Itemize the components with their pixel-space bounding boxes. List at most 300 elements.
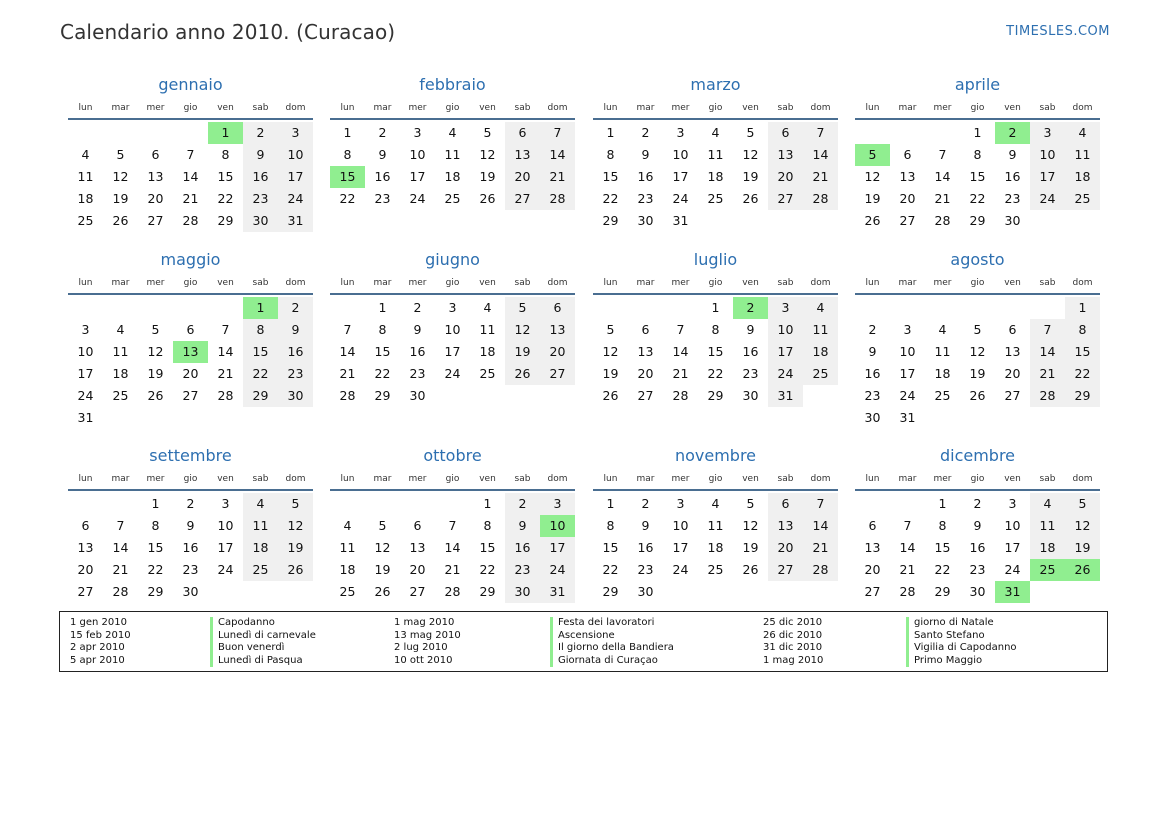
day-cell[interactable]: 2 [973, 496, 982, 511]
day-cell[interactable]: 9 [641, 518, 650, 533]
day-cell[interactable]: 9 [278, 319, 313, 341]
day-cell[interactable]: 7 [903, 518, 912, 533]
day-cell[interactable]: 19 [374, 562, 391, 577]
day-cell[interactable]: 21 [803, 537, 838, 559]
day-cell[interactable]: 13 [147, 169, 164, 184]
day-cell[interactable]: 24 [1004, 562, 1021, 577]
day-cell[interactable]: 24 [278, 188, 313, 210]
day-cell[interactable]: 17 [899, 366, 916, 381]
day-cell[interactable]: 3 [1008, 496, 1017, 511]
day-cell[interactable]: 16 [278, 341, 313, 363]
day-cell[interactable]: 16 [1004, 169, 1021, 184]
day-cell[interactable]: 4 [483, 300, 492, 315]
day-cell[interactable]: 13 [768, 144, 803, 166]
day-cell[interactable]: 14 [899, 540, 916, 555]
day-cell[interactable]: 30 [637, 213, 654, 228]
day-cell[interactable]: 26 [479, 191, 496, 206]
day-cell[interactable]: 14 [444, 540, 461, 555]
day-cell[interactable]: 29 [479, 584, 496, 599]
day-cell[interactable]: 18 [243, 537, 278, 559]
day-cell[interactable]: 19 [602, 366, 619, 381]
day-cell[interactable]: 4 [938, 322, 947, 337]
day-cell[interactable]: 5 [151, 322, 160, 337]
day-cell[interactable]: 19 [1065, 537, 1100, 559]
day-cell[interactable]: 10 [1030, 144, 1065, 166]
day-cell[interactable]: 2 [278, 297, 313, 319]
day-cell[interactable]: 3 [278, 122, 313, 144]
day-cell[interactable]: 26 [147, 388, 164, 403]
day-cell[interactable]: 17 [1030, 166, 1065, 188]
day-cell[interactable]: 13 [409, 540, 426, 555]
day-cell[interactable]: 24 [899, 388, 916, 403]
day-cell[interactable]: 29 [243, 385, 278, 407]
day-cell[interactable]: 30 [409, 388, 426, 403]
day-cell[interactable]: 2 [378, 125, 387, 140]
day-cell[interactable]: 5 [746, 125, 755, 140]
day-cell[interactable]: 3 [413, 125, 422, 140]
day-cell[interactable]: 5 [116, 147, 125, 162]
day-cell[interactable]: 23 [1004, 191, 1021, 206]
day-cell[interactable]: 24 [768, 363, 803, 385]
day-cell[interactable]: 12 [505, 319, 540, 341]
day-cell[interactable]: 17 [217, 540, 234, 555]
day-cell[interactable]: 5 [606, 322, 615, 337]
day-cell[interactable]: 16 [637, 540, 654, 555]
day-cell[interactable]: 1 [711, 300, 720, 315]
day-cell[interactable]: 26 [969, 388, 986, 403]
day-cell[interactable]: 29 [374, 388, 391, 403]
day-cell[interactable]: 29 [217, 213, 234, 228]
day-cell[interactable]: 7 [540, 122, 575, 144]
day-cell[interactable]: 12 [864, 169, 881, 184]
day-cell[interactable]: 24 [540, 559, 575, 581]
day-cell[interactable]: 6 [151, 147, 160, 162]
day-cell[interactable]: 9 [243, 144, 278, 166]
day-cell[interactable]: 13 [505, 144, 540, 166]
day-cell[interactable]: 10 [409, 147, 426, 162]
day-cell[interactable]: 10 [899, 344, 916, 359]
day-cell[interactable]: 15 [602, 169, 619, 184]
day-cell[interactable]: 1 [1065, 297, 1100, 319]
day-cell[interactable]: 9 [868, 344, 877, 359]
day-cell[interactable]: 28 [803, 188, 838, 210]
day-cell[interactable]: 12 [278, 515, 313, 537]
day-cell[interactable]: 21 [540, 166, 575, 188]
day-cell[interactable]: 2 [641, 125, 650, 140]
day-cell[interactable]: 12 [147, 344, 164, 359]
day-cell[interactable]: 27 [505, 188, 540, 210]
day-cell[interactable]: 25 [707, 191, 724, 206]
day-cell[interactable]: 8 [151, 518, 160, 533]
day-cell[interactable]: 28 [182, 213, 199, 228]
day-cell[interactable]: 3 [540, 493, 575, 515]
day-cell[interactable]: 20 [409, 562, 426, 577]
day-cell[interactable]: 25 [934, 388, 951, 403]
day-cell[interactable]: 29 [969, 213, 986, 228]
day-cell[interactable]: 6 [186, 322, 195, 337]
day-cell[interactable]: 6 [868, 518, 877, 533]
day-cell[interactable]: 17 [768, 341, 803, 363]
day-cell[interactable]: 8 [711, 322, 720, 337]
day-cell[interactable]: 4 [711, 496, 720, 511]
day-cell[interactable]: 1 [938, 496, 947, 511]
day-cell[interactable]: 2 [413, 300, 422, 315]
day-cell[interactable]: 16 [864, 366, 881, 381]
day-cell[interactable]: 1 [343, 125, 352, 140]
day-cell[interactable]: 5 [378, 518, 387, 533]
day-cell[interactable]: 8 [378, 322, 387, 337]
day-cell[interactable]: 13 [1004, 344, 1021, 359]
day-cell[interactable]: 5 [505, 297, 540, 319]
day-cell[interactable]: 16 [742, 344, 759, 359]
day-cell[interactable]: 15 [934, 540, 951, 555]
day-cell[interactable]: 8 [243, 319, 278, 341]
day-cell[interactable]: 14 [672, 344, 689, 359]
day-cell[interactable]: 31 [540, 581, 575, 603]
day-cell[interactable]: 18 [479, 344, 496, 359]
day-cell[interactable]: 7 [938, 147, 947, 162]
day-cell[interactable]: 15 [243, 341, 278, 363]
day-cell[interactable]: 22 [602, 191, 619, 206]
day-cell[interactable]: 23 [374, 191, 391, 206]
day-cell[interactable]: 16 [182, 540, 199, 555]
day-cell[interactable]: 25 [707, 562, 724, 577]
day-cell[interactable]: 15 [1065, 341, 1100, 363]
day-cell[interactable]: 15 [707, 344, 724, 359]
day-cell[interactable]: 3 [768, 297, 803, 319]
holiday-day-cell[interactable]: 10 [540, 515, 575, 537]
day-cell[interactable]: 21 [112, 562, 129, 577]
holiday-day-cell[interactable]: 25 [1030, 559, 1065, 581]
day-cell[interactable]: 2 [505, 493, 540, 515]
day-cell[interactable]: 1 [973, 125, 982, 140]
day-cell[interactable]: 5 [746, 496, 755, 511]
day-cell[interactable]: 12 [742, 147, 759, 162]
day-cell[interactable]: 24 [217, 562, 234, 577]
day-cell[interactable]: 22 [479, 562, 496, 577]
day-cell[interactable]: 13 [540, 319, 575, 341]
day-cell[interactable]: 14 [1030, 341, 1065, 363]
day-cell[interactable]: 17 [540, 537, 575, 559]
day-cell[interactable]: 28 [112, 584, 129, 599]
day-cell[interactable]: 27 [1004, 388, 1021, 403]
day-cell[interactable]: 30 [637, 584, 654, 599]
day-cell[interactable]: 20 [77, 562, 94, 577]
day-cell[interactable]: 19 [742, 169, 759, 184]
day-cell[interactable]: 12 [969, 344, 986, 359]
day-cell[interactable]: 19 [969, 366, 986, 381]
day-cell[interactable]: 25 [339, 584, 356, 599]
day-cell[interactable]: 7 [803, 122, 838, 144]
day-cell[interactable]: 20 [864, 562, 881, 577]
day-cell[interactable]: 25 [444, 191, 461, 206]
day-cell[interactable]: 18 [77, 191, 94, 206]
day-cell[interactable]: 27 [768, 559, 803, 581]
day-cell[interactable]: 5 [973, 322, 982, 337]
day-cell[interactable]: 6 [413, 518, 422, 533]
day-cell[interactable]: 12 [479, 147, 496, 162]
day-cell[interactable]: 15 [969, 169, 986, 184]
day-cell[interactable]: 25 [479, 366, 496, 381]
day-cell[interactable]: 28 [540, 188, 575, 210]
day-cell[interactable]: 27 [768, 188, 803, 210]
day-cell[interactable]: 23 [505, 559, 540, 581]
day-cell[interactable]: 21 [934, 191, 951, 206]
day-cell[interactable]: 30 [864, 410, 881, 425]
day-cell[interactable]: 23 [637, 191, 654, 206]
day-cell[interactable]: 31 [278, 210, 313, 232]
day-cell[interactable]: 8 [343, 147, 352, 162]
day-cell[interactable]: 17 [278, 166, 313, 188]
day-cell[interactable]: 26 [505, 363, 540, 385]
day-cell[interactable]: 7 [221, 322, 230, 337]
day-cell[interactable]: 8 [606, 147, 615, 162]
day-cell[interactable]: 7 [186, 147, 195, 162]
day-cell[interactable]: 12 [374, 540, 391, 555]
day-cell[interactable]: 19 [278, 537, 313, 559]
day-cell[interactable]: 3 [1030, 122, 1065, 144]
day-cell[interactable]: 4 [803, 297, 838, 319]
day-cell[interactable]: 10 [672, 518, 689, 533]
day-cell[interactable]: 19 [505, 341, 540, 363]
day-cell[interactable]: 17 [444, 344, 461, 359]
day-cell[interactable]: 14 [540, 144, 575, 166]
day-cell[interactable]: 26 [278, 559, 313, 581]
day-cell[interactable]: 10 [1004, 518, 1021, 533]
day-cell[interactable]: 18 [339, 562, 356, 577]
day-cell[interactable]: 14 [339, 344, 356, 359]
day-cell[interactable]: 9 [505, 515, 540, 537]
holiday-day-cell[interactable]: 2 [995, 122, 1030, 144]
day-cell[interactable]: 22 [969, 191, 986, 206]
day-cell[interactable]: 20 [768, 537, 803, 559]
day-cell[interactable]: 25 [243, 559, 278, 581]
day-cell[interactable]: 15 [602, 540, 619, 555]
day-cell[interactable]: 22 [602, 562, 619, 577]
day-cell[interactable]: 7 [116, 518, 125, 533]
holiday-day-cell[interactable]: 15 [330, 166, 365, 188]
day-cell[interactable]: 3 [81, 322, 90, 337]
day-cell[interactable]: 2 [641, 496, 650, 511]
day-cell[interactable]: 25 [803, 363, 838, 385]
holiday-day-cell[interactable]: 31 [995, 581, 1030, 603]
day-cell[interactable]: 29 [602, 584, 619, 599]
day-cell[interactable]: 21 [182, 191, 199, 206]
day-cell[interactable]: 15 [217, 169, 234, 184]
day-cell[interactable]: 26 [602, 388, 619, 403]
day-cell[interactable]: 29 [602, 213, 619, 228]
day-cell[interactable]: 21 [1030, 363, 1065, 385]
holiday-day-cell[interactable]: 5 [855, 144, 890, 166]
day-cell[interactable]: 28 [339, 388, 356, 403]
day-cell[interactable]: 19 [864, 191, 881, 206]
day-cell[interactable]: 10 [672, 147, 689, 162]
day-cell[interactable]: 30 [969, 584, 986, 599]
day-cell[interactable]: 16 [969, 540, 986, 555]
day-cell[interactable]: 6 [641, 322, 650, 337]
day-cell[interactable]: 19 [479, 169, 496, 184]
day-cell[interactable]: 20 [768, 166, 803, 188]
day-cell[interactable]: 1 [151, 496, 160, 511]
brand-link[interactable]: TIMESLES.COM [1006, 24, 1110, 39]
day-cell[interactable]: 6 [540, 297, 575, 319]
day-cell[interactable]: 24 [444, 366, 461, 381]
day-cell[interactable]: 7 [448, 518, 457, 533]
day-cell[interactable]: 31 [77, 410, 94, 425]
day-cell[interactable]: 20 [899, 191, 916, 206]
day-cell[interactable]: 14 [803, 515, 838, 537]
day-cell[interactable]: 22 [339, 191, 356, 206]
day-cell[interactable]: 23 [278, 363, 313, 385]
day-cell[interactable]: 6 [81, 518, 90, 533]
holiday-day-cell[interactable]: 26 [1065, 559, 1100, 581]
day-cell[interactable]: 22 [707, 366, 724, 381]
day-cell[interactable]: 21 [217, 366, 234, 381]
day-cell[interactable]: 4 [81, 147, 90, 162]
day-cell[interactable]: 11 [1030, 515, 1065, 537]
day-cell[interactable]: 8 [221, 147, 230, 162]
day-cell[interactable]: 28 [672, 388, 689, 403]
day-cell[interactable]: 20 [1004, 366, 1021, 381]
day-cell[interactable]: 23 [864, 388, 881, 403]
day-cell[interactable]: 23 [409, 366, 426, 381]
day-cell[interactable]: 29 [934, 584, 951, 599]
day-cell[interactable]: 18 [1065, 166, 1100, 188]
day-cell[interactable]: 10 [77, 344, 94, 359]
day-cell[interactable]: 27 [77, 584, 94, 599]
day-cell[interactable]: 3 [676, 496, 685, 511]
day-cell[interactable]: 28 [1030, 385, 1065, 407]
day-cell[interactable]: 15 [479, 540, 496, 555]
day-cell[interactable]: 24 [77, 388, 94, 403]
day-cell[interactable]: 27 [182, 388, 199, 403]
day-cell[interactable]: 9 [641, 147, 650, 162]
day-cell[interactable]: 30 [278, 385, 313, 407]
day-cell[interactable]: 7 [676, 322, 685, 337]
day-cell[interactable]: 11 [112, 344, 129, 359]
day-cell[interactable]: 13 [899, 169, 916, 184]
day-cell[interactable]: 21 [339, 366, 356, 381]
day-cell[interactable]: 29 [147, 584, 164, 599]
day-cell[interactable]: 5 [1065, 493, 1100, 515]
holiday-day-cell[interactable]: 1 [243, 297, 278, 319]
day-cell[interactable]: 20 [637, 366, 654, 381]
day-cell[interactable]: 20 [147, 191, 164, 206]
day-cell[interactable]: 23 [742, 366, 759, 381]
day-cell[interactable]: 11 [339, 540, 356, 555]
day-cell[interactable]: 10 [278, 144, 313, 166]
day-cell[interactable]: 24 [409, 191, 426, 206]
day-cell[interactable]: 21 [803, 166, 838, 188]
day-cell[interactable]: 11 [479, 322, 496, 337]
day-cell[interactable]: 3 [903, 322, 912, 337]
day-cell[interactable]: 23 [182, 562, 199, 577]
day-cell[interactable]: 16 [243, 166, 278, 188]
day-cell[interactable]: 8 [606, 518, 615, 533]
day-cell[interactable]: 13 [637, 344, 654, 359]
day-cell[interactable]: 28 [803, 559, 838, 581]
day-cell[interactable]: 17 [1004, 540, 1021, 555]
day-cell[interactable]: 23 [243, 188, 278, 210]
day-cell[interactable]: 1 [606, 496, 615, 511]
day-cell[interactable]: 4 [243, 493, 278, 515]
day-cell[interactable]: 15 [147, 540, 164, 555]
day-cell[interactable]: 4 [116, 322, 125, 337]
day-cell[interactable]: 27 [540, 363, 575, 385]
day-cell[interactable]: 3 [676, 125, 685, 140]
day-cell[interactable]: 26 [374, 584, 391, 599]
day-cell[interactable]: 28 [934, 213, 951, 228]
day-cell[interactable]: 26 [742, 191, 759, 206]
day-cell[interactable]: 16 [637, 169, 654, 184]
day-cell[interactable]: 29 [1065, 385, 1100, 407]
day-cell[interactable]: 22 [374, 366, 391, 381]
day-cell[interactable]: 17 [77, 366, 94, 381]
day-cell[interactable]: 17 [409, 169, 426, 184]
day-cell[interactable]: 5 [278, 493, 313, 515]
day-cell[interactable]: 28 [899, 584, 916, 599]
day-cell[interactable]: 18 [803, 341, 838, 363]
day-cell[interactable]: 14 [803, 144, 838, 166]
day-cell[interactable]: 20 [540, 341, 575, 363]
day-cell[interactable]: 14 [112, 540, 129, 555]
day-cell[interactable]: 28 [217, 388, 234, 403]
day-cell[interactable]: 21 [899, 562, 916, 577]
day-cell[interactable]: 27 [409, 584, 426, 599]
day-cell[interactable]: 20 [505, 166, 540, 188]
day-cell[interactable]: 11 [934, 344, 951, 359]
day-cell[interactable]: 25 [77, 213, 94, 228]
day-cell[interactable]: 5 [483, 125, 492, 140]
day-cell[interactable]: 3 [221, 496, 230, 511]
day-cell[interactable]: 31 [768, 385, 803, 407]
day-cell[interactable]: 18 [112, 366, 129, 381]
day-cell[interactable]: 29 [707, 388, 724, 403]
day-cell[interactable]: 6 [1008, 322, 1017, 337]
day-cell[interactable]: 8 [1065, 319, 1100, 341]
day-cell[interactable]: 27 [899, 213, 916, 228]
day-cell[interactable]: 11 [77, 169, 94, 184]
day-cell[interactable]: 10 [217, 518, 234, 533]
day-cell[interactable]: 16 [374, 169, 391, 184]
day-cell[interactable]: 1 [483, 496, 492, 511]
day-cell[interactable]: 30 [1004, 213, 1021, 228]
day-cell[interactable]: 26 [864, 213, 881, 228]
day-cell[interactable]: 1 [606, 125, 615, 140]
day-cell[interactable]: 6 [768, 493, 803, 515]
day-cell[interactable]: 10 [444, 322, 461, 337]
day-cell[interactable]: 18 [934, 366, 951, 381]
day-cell[interactable]: 4 [343, 518, 352, 533]
day-cell[interactable]: 20 [182, 366, 199, 381]
day-cell[interactable]: 8 [938, 518, 947, 533]
day-cell[interactable]: 3 [448, 300, 457, 315]
holiday-day-cell[interactable]: 13 [173, 341, 208, 363]
day-cell[interactable]: 23 [969, 562, 986, 577]
day-cell[interactable]: 21 [444, 562, 461, 577]
day-cell[interactable]: 6 [505, 122, 540, 144]
day-cell[interactable]: 7 [343, 322, 352, 337]
day-cell[interactable]: 30 [505, 581, 540, 603]
day-cell[interactable]: 4 [1030, 493, 1065, 515]
day-cell[interactable]: 9 [1008, 147, 1017, 162]
day-cell[interactable]: 9 [378, 147, 387, 162]
day-cell[interactable]: 22 [243, 363, 278, 385]
day-cell[interactable]: 8 [483, 518, 492, 533]
day-cell[interactable]: 6 [903, 147, 912, 162]
day-cell[interactable]: 11 [243, 515, 278, 537]
day-cell[interactable]: 4 [711, 125, 720, 140]
